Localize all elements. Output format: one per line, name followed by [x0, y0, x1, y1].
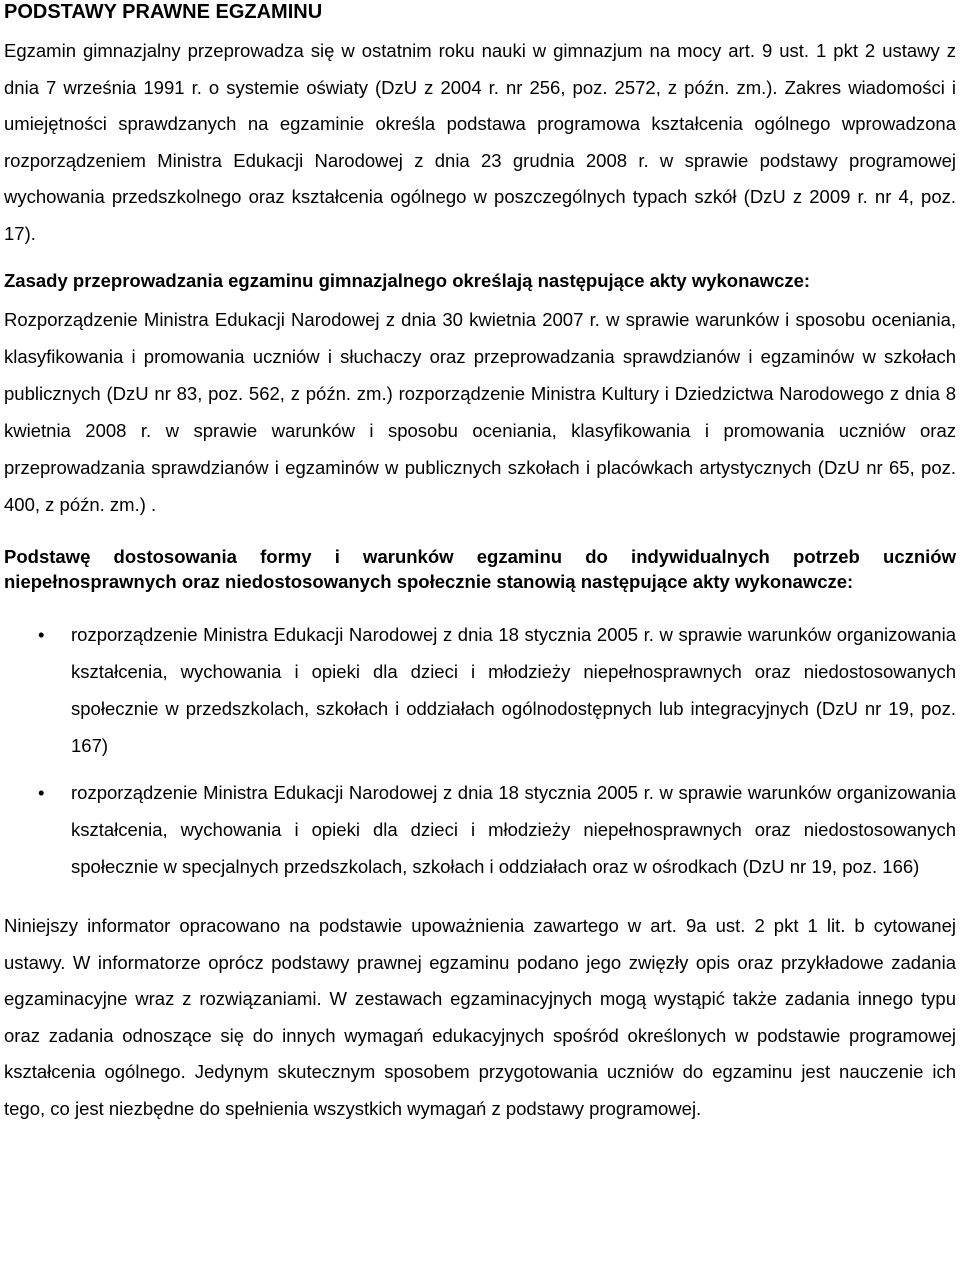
paragraph-implementing-acts-heading: Zasady przeprowadzania egzaminu gimnazjalnego określają następujące akty wykonawcze:: [4, 270, 811, 291]
document-page: [4, 0, 956, 1127]
list-item-text: rozporządzenie Ministra Edukacji Narodowej z dnia 18 stycznia 2005 r. w sprawie warunków organizowania kształcenia, wychowania i opieki dla dzieci i młodzieży niepełnosprawnych oraz niedostosowanych społecznie w specjalnych przedszkolach, szkołach i oddziałach oraz w ośrodkach (DzU nr 19, poz. 166): [71, 782, 956, 877]
paragraph-adaptation-heading: Podstawę dostosowania formy i warunków egzaminu do indywidualnych potrzeb uczniów niepełnosprawnych oraz niedostosowanych społecznie stanowią następujące akty wykonawcze:: [4, 546, 956, 592]
regulations-bullet-list: [4, 616, 956, 885]
paragraph-regulations: Rozporządzenie Ministra Edukacji Narodowej z dnia 30 kwietnia 2007 r. w sprawie warunków i sposobu oceniania, klasyfikowania i promowania uczniów i słuchaczy oraz przeprowadzania sprawdzianów i egzaminów w szkołach publicznych (DzU nr 83, poz. 562, z późn. zm.) rozporządzenie Ministra Kultury i Dziedzictwa Narodowego z dnia 8 kwietnia 2008 r. w sprawie warunków i sposobu oceniania, klasyfikowania i promowania uczniów oraz przeprowadzania sprawdzianów i egzaminów w publicznych szkołach i placówkach artystycznych (DzU nr 65, poz. 400, z późn. zm.) .: [4, 309, 956, 515]
paragraph-informator-description: Niniejszy informator opracowano na podstawie upoważnienia zawartego w art. 9a ust. 2 pkt 1 lit. b cytowanej ustawy. W informatorze oprócz podstawy prawnej egzaminu podano jego zwięzły opis oraz przykładowe zadania egzaminacyjne wraz z rozwiązaniami. W zestawach egzaminacyjnych mogą wystąpić także zadania innego typu oraz zadania odnoszące się do innych wymagań edukacyjnych spośród określonych w podstawie programowej kształcenia ogólnego. Jedynym skutecznym sposobem przygotowania uczniów do egzaminu jest nauczenie ich tego, co jest niezbędne do spełnienia wszystkich wymagań z podstawy programowej.: [4, 915, 956, 1119]
paragraph-legal-basis: Egzamin gimnazjalny przeprowadza się w ostatnim roku nauki w gimnazjum na mocy art. 9 ust. 1 pkt 2 ustawy z dnia 7 września 1991 r. o systemie oświaty (DzU z 2004 r. nr 256, poz. 2572, z późn. zm.). Zakres wiadomości i umiejętności sprawdzanych na egzaminie określa podstawa programowa kształcenia ogólnego wprowadzona rozporządzeniem Ministra Edukacji Narodowej z dnia 23 grudnia 2008 r. w sprawie podstawy programowej wychowania przedszkolnego oraz kształcenia ogólnego w poszczególnych typach szkół (DzU z 2009 r. nr 4, poz. 17).: [4, 40, 956, 244]
list-item: [4, 616, 956, 764]
bullet-glyph: •: [38, 782, 45, 803]
bullet-glyph: •: [38, 624, 45, 645]
list-item-text: rozporządzenie Ministra Edukacji Narodowej z dnia 18 stycznia 2005 r. w sprawie warunków organizowania kształcenia, wychowania i opieki dla dzieci i młodzieży niepełnosprawnych oraz niedostosowanych społecznie w przedszkolach, szkołach i oddziałach ogólnodostępnych lub integracyjnych (DzU nr 19, poz. 167): [71, 624, 956, 756]
list-item: [4, 774, 956, 885]
document-heading: PODSTAWY PRAWNE EGZAMINU: [4, 1, 323, 23]
